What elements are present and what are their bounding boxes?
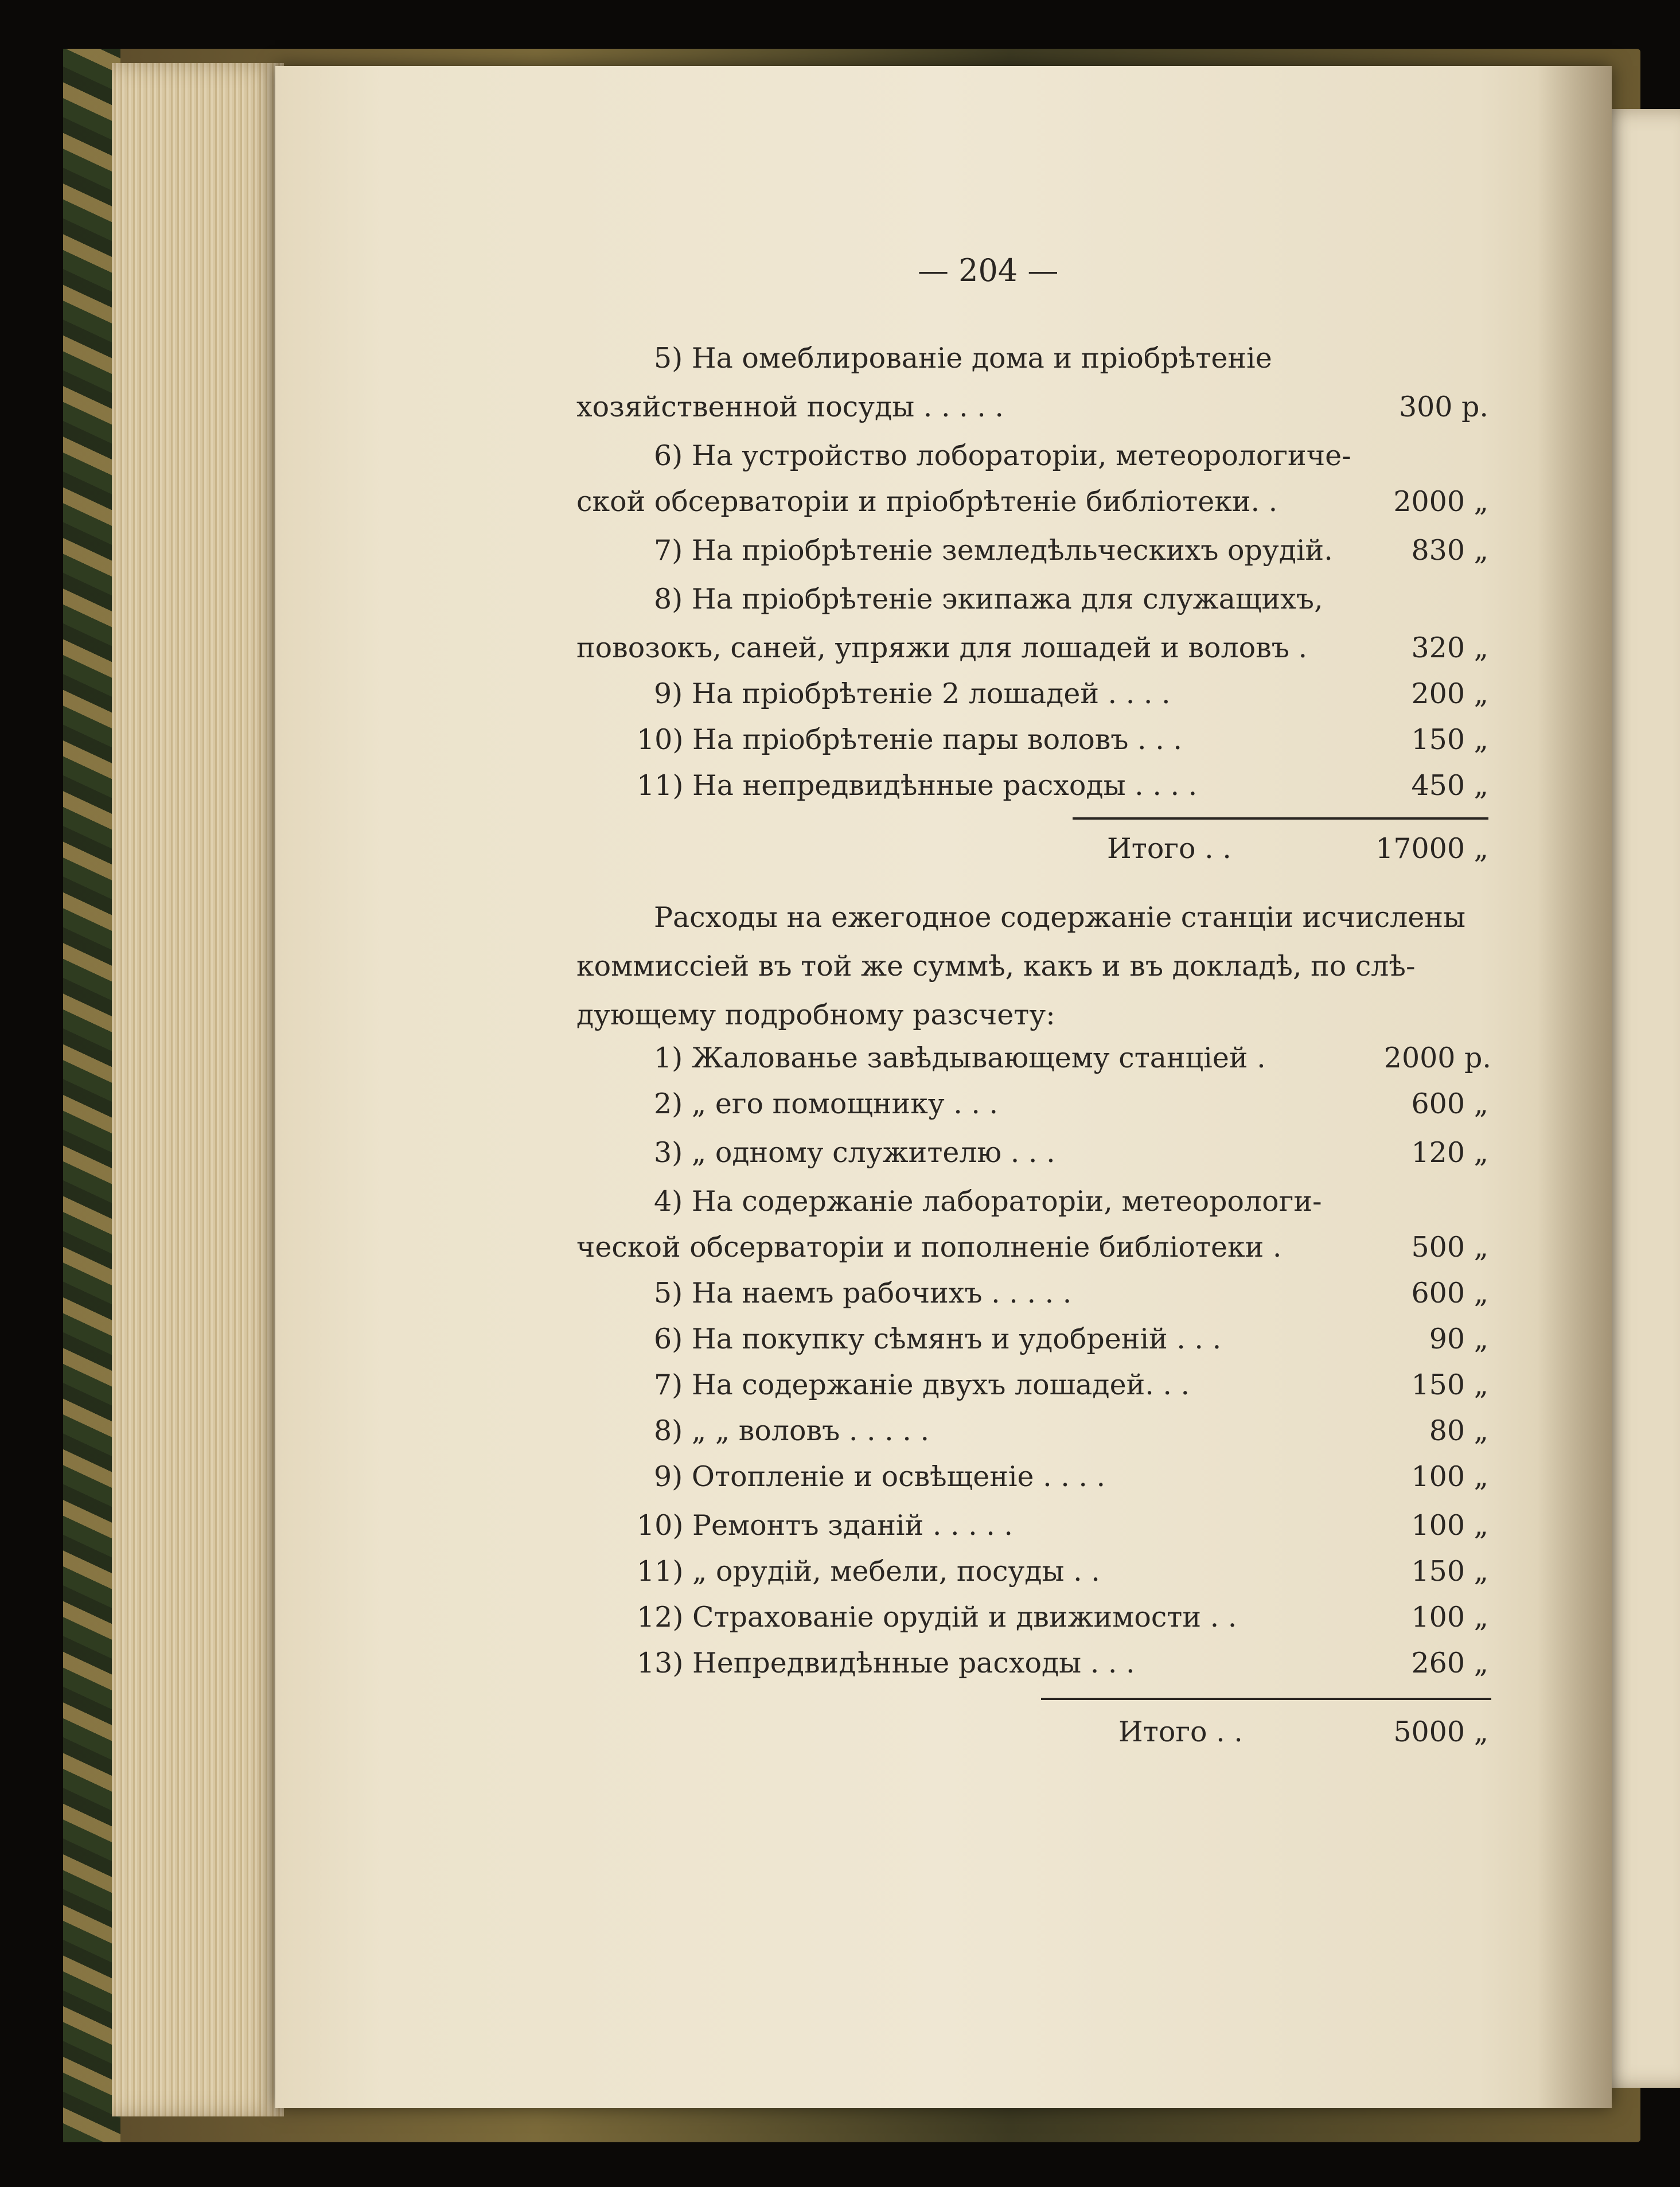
page-number-header: — 204 — — [918, 252, 1059, 289]
paragraph-line-1: Расходы на ежегодное содержаніе станціи исчислены — [654, 901, 1465, 934]
paragraph-line-2: коммиссіей въ той же суммѣ, какъ и въ докладѣ, по слѣ- — [576, 950, 1416, 983]
paragraph-line-3: дующему подробному разсчету: — [576, 999, 1055, 1031]
annual-sum-rule — [1041, 1698, 1491, 1700]
capital-sum-rule — [1073, 817, 1488, 820]
page-text: — 204 — 5) На омеблированіе дома и пріобрѣтеніе хозяйственной посуды . . . . . 300 р. 6) На устройство лобораторіи, метеорологиче- ской обсерваторіи и пріобрѣтеніе библіотеки. . 2000 „ 7) На пріобрѣтеніе земледѣльческихъ орудій. 830 „ 8) На пріобрѣтеніе экипажа для служащихъ, повозокъ, саней, упряжи для лошадей и воловъ . 320 „ 9) На пріобрѣтеніе 2 лошадей . . . . 200 „ 10) На пріобрѣтеніе пары воловъ . . . 150 „ 11) На непредвидѣнные расходы . . . . 450 „ Итого . . 17000 „ Расходы на ежегодное содержаніе станціи исчислены коммиссіей въ той же суммѣ, какъ и въ докладѣ, по слѣ- дующему подробному разсчету: 1) Жалованье завѣдывающему станціей . 2000 р. 2) „ его помощнику . . . 600 „ 3) „ одному служителю . . . 120 „ 4) На содержаніе лабораторіи, метеорологи- ческой обсерваторіи и пополненіе библіотеки . 500 „ 5) На наемъ рабочихъ . . . . . 600 „ 6) На покупку сѣмянъ и удобреній . . . 90 „ 7) На содержаніе двухъ лошадей. . . 150 „ 8) „ „ воловъ . . . . . 80 „ 9) Отопленіе и освѣщеніе . . . . 100 „ 10) Ремонтъ зданій . . . . . 100 „ 11) „ орудій, мебели, посуды . . 150 „ 12) Страхованіе орудій и движимости . . 100 „ 13) Непредвидѣнные расходы . . . 260 „ Итого . . 5000 „ — [576, 252, 1491, 1748]
